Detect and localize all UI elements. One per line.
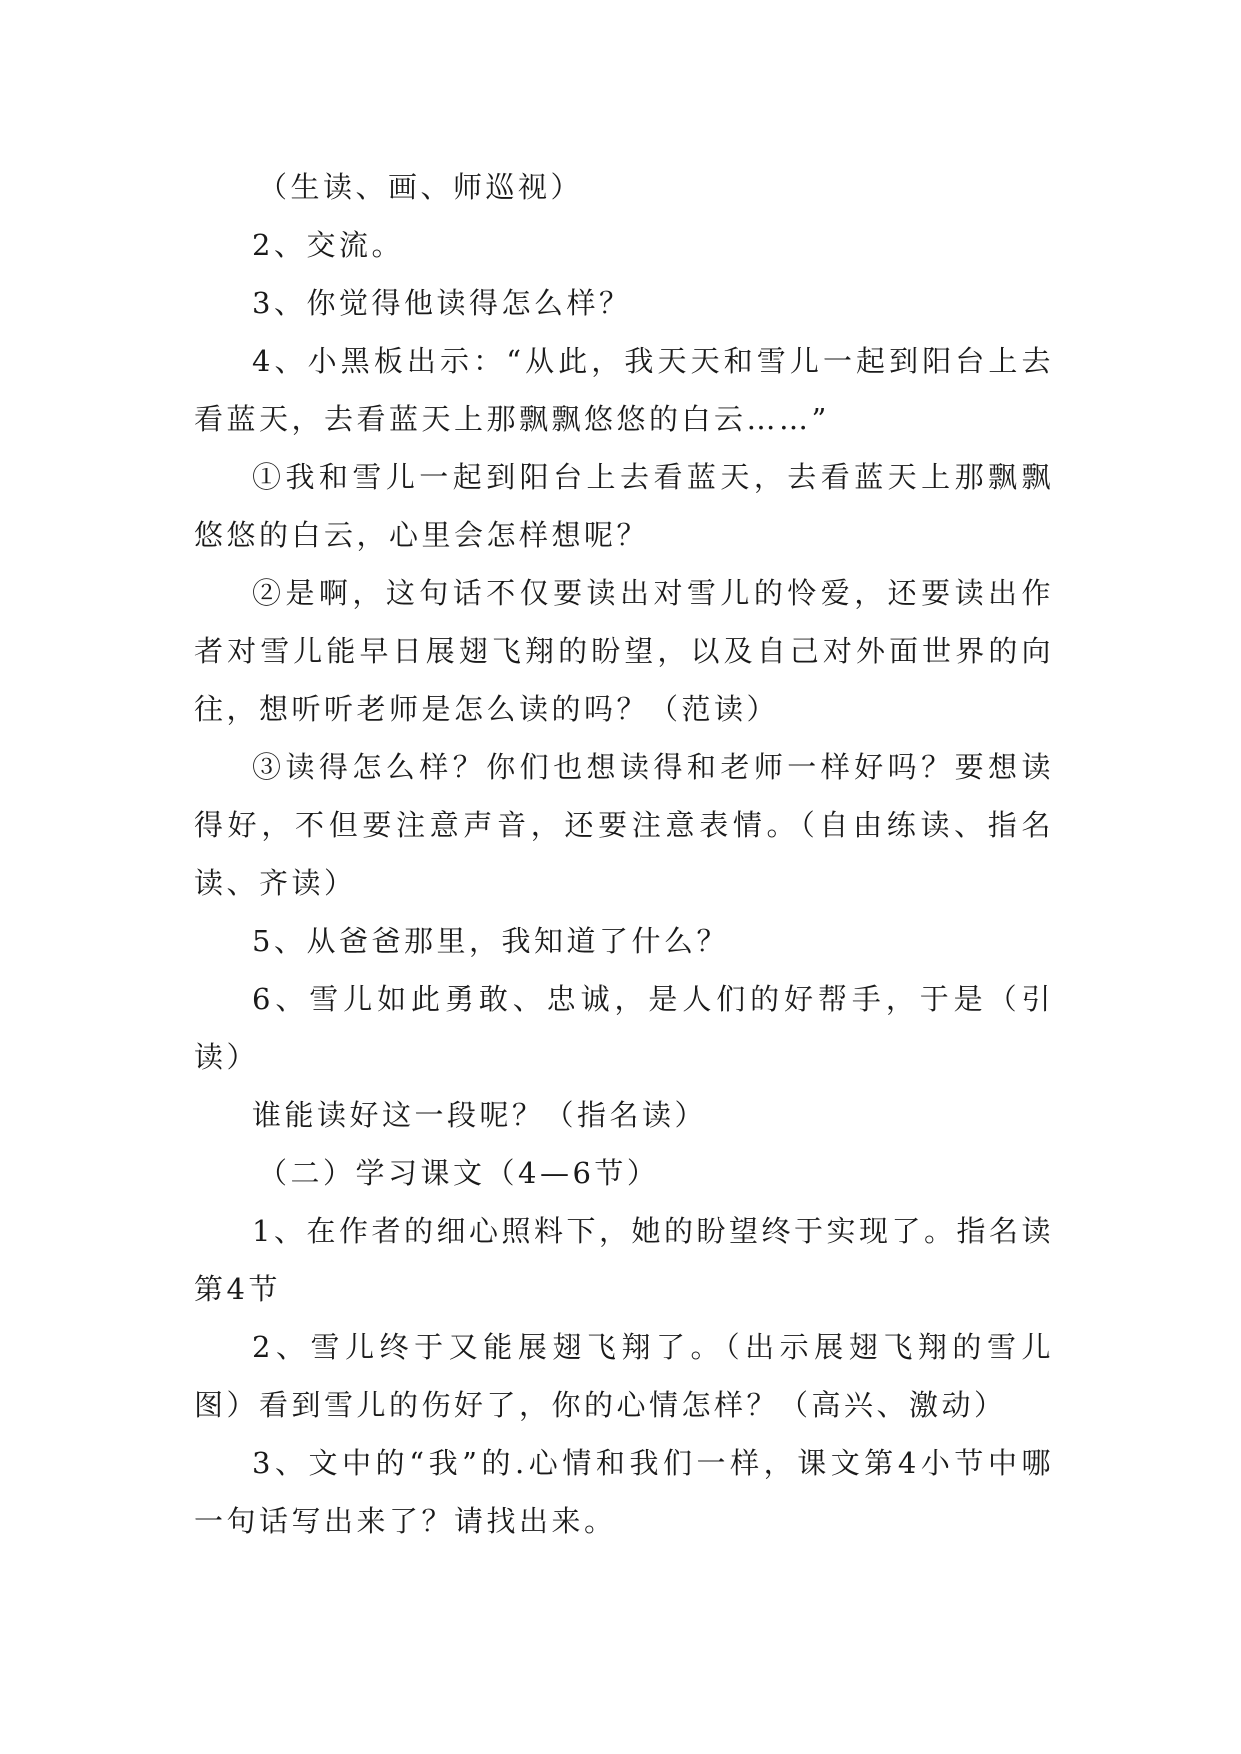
paragraph-from-father: 5、从爸爸那里，我知道了什么？ <box>252 924 729 958</box>
section-heading-part-two: （二）学习课文（4—6节） <box>258 1156 660 1190</box>
paragraph-xueer-flies: 2、雪儿终于又能展翅飞翔了。（出示展翅飞翔的雪儿图）看到雪儿的伤好了，你的心情怎样？（高兴、激动） <box>194 1330 1054 1422</box>
paragraph-find-sentence: 3、文中的“我”的.心情和我们一样，课文第4小节中哪一句话写出来了？请找出来。 <box>194 1446 1054 1538</box>
paragraph-item-3: ③读得怎么样？你们也想读得和老师一样好吗？要想读得好，不但要注意声音，还要注意表情。（自由练读、指名读、齐读） <box>194 750 1054 900</box>
paragraph-students-read: （生读、画、师巡视） <box>258 170 584 204</box>
paragraph-care-wish: 1、在作者的细心照料下，她的盼望终于实现了。指名读第4节 <box>194 1214 1054 1306</box>
paragraph-item-2: ②是啊，这句话不仅要读出对雪儿的怜爱，还要读出作者对雪儿能早日展翅飞翔的盼望，以及自己对外面世界的向往，想听听老师是怎么读的吗？（范读） <box>194 576 1054 726</box>
paragraph-who-can-read: 谁能读好这一段呢？（指名读） <box>252 1098 708 1132</box>
paragraph-xueer-brave: 6、雪儿如此勇敢、忠诚，是人们的好帮手，于是（引读） <box>194 982 1054 1074</box>
paragraph-exchange: 2、交流。 <box>252 228 404 262</box>
paragraph-blackboard-quote: 4、小黑板出示：“从此，我天天和雪儿一起到阳台上去看蓝天，去看蓝天上那飘飘悠悠的白云……” <box>194 344 1054 436</box>
document-body <box>194 158 1054 1550</box>
paragraph-item-1: ①我和雪儿一起到阳台上去看蓝天，去看蓝天上那飘飘悠悠的白云，心里会怎样想呢？ <box>194 460 1054 552</box>
paragraph-question-how-read: 3、你觉得他读得怎么样？ <box>252 286 632 320</box>
